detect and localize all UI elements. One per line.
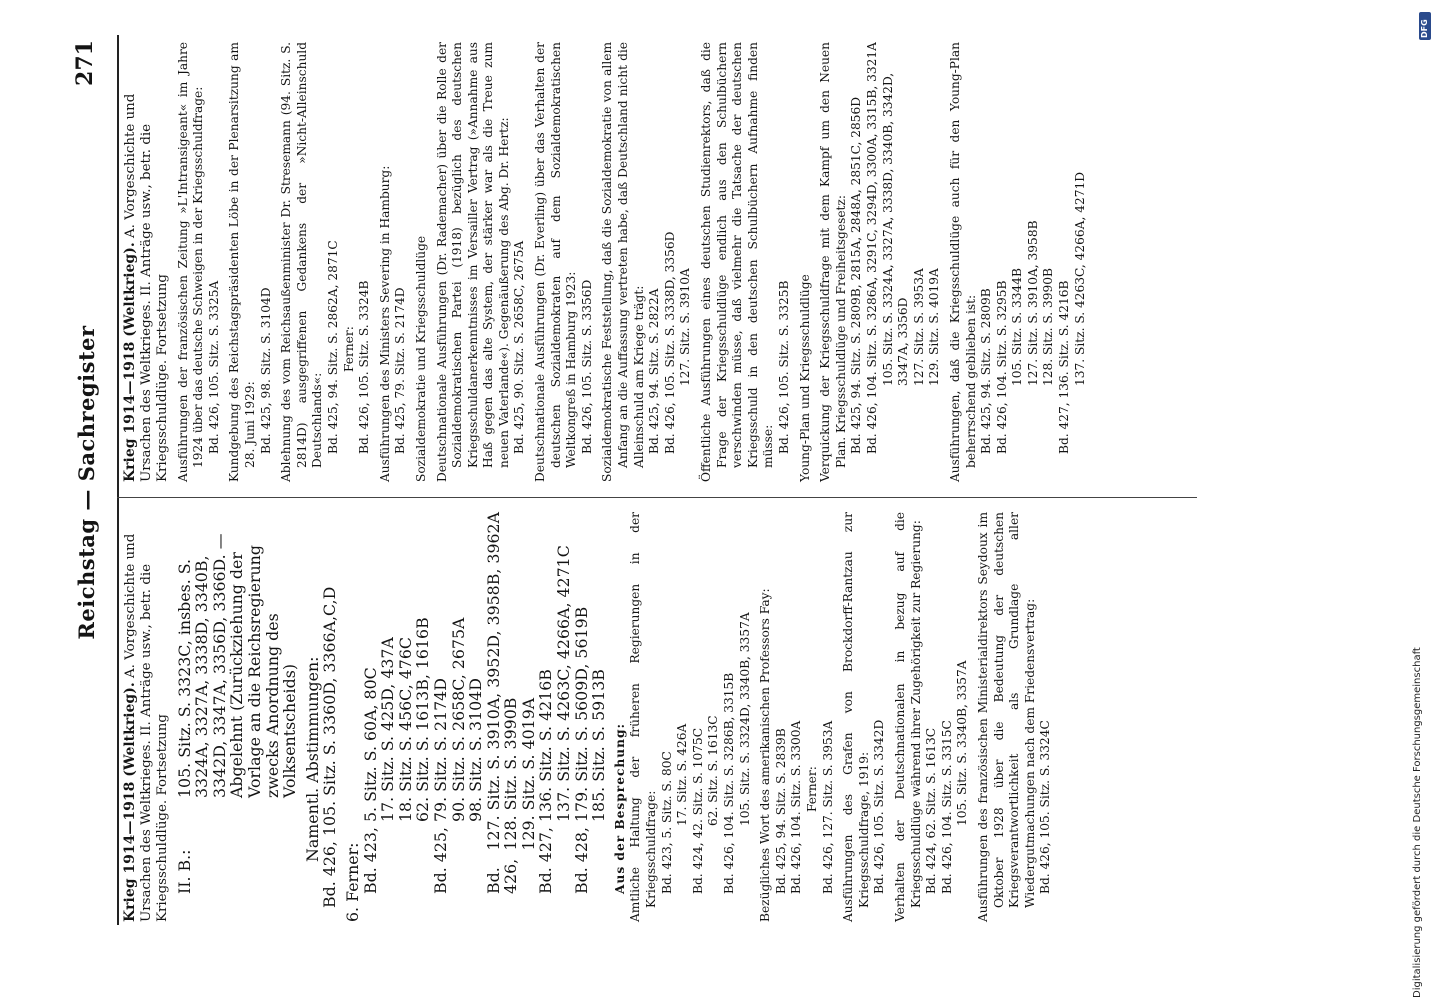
entry-ref: Bd. 425, 79. Sitz. S. 2174D [393,287,408,454]
ferner-group [362,512,432,922]
ferner-ref: 127. Sitz. S. 3910A, 3952D, 3958B, 3962A [483,512,503,851]
right-heading-bold: Krieg 1914—1918 (Weltkrieg). [122,242,138,482]
entry-title: Ausführungen, daß die Kriegsschuldlüge auch für den Young-Plan beherrschend geblieben ist: [947,42,978,482]
entry-ref: Bd. 426, 105. Sitz. S. 3356D [579,279,594,454]
entry-title: Verhalten der Deutschnationalen in bezug auf die Kriegsschuldlüge während ihrer Zugehörigkeit zur Regierung: [892,512,923,922]
right-column [122,42,1093,482]
index-entry [818,42,948,482]
left-column [122,512,1059,922]
ferner-list [362,512,608,922]
index-entry [176,42,228,482]
namentl-label: Namentl. Abstimmungen: [302,656,322,862]
entry-ref: Bd. 424, 42. Sitz. S. 1075C [690,727,705,894]
ferner-volume: Bd. 425, [430,827,450,894]
entry-ref: 127. Sitz. S. 3953A [911,268,926,386]
ferner-group [537,512,572,922]
entry-title: Kundgebung des Reichstagspräsidenten Löbe in der Plenarsitzung am 28. Juni 1929: [227,42,257,482]
ferner-ref: 128. Sitz. S. 3990B [501,697,521,851]
entry-title: Ablehnung des vom Reichsaußenminister Dr. Stresemann (94. Sitz. S. 2814D) ausgegriffenen Gedankens der »Nicht-Alleinschuld Deutschlands«: [279,42,325,482]
ferner-ref: 79. Sitz. S. 2174D [430,678,450,822]
entry-ref: 127. Sitz. S. 3910A [678,268,693,386]
index-entry [628,512,758,922]
index-entry [699,42,798,482]
entry-ref: 137. Sitz. S. 4263C, 4266A, 4271D [1072,172,1087,386]
entry-ref: 105. Sitz. S. 3324A, 3327A, 3338D, 3340B, 3342D, 3347A, 3356D [880,72,911,386]
index-entry [893,512,976,922]
ferner-ref: 179. Sitz. S. 5609D, 5619B [571,606,591,822]
entry-ref: 105. Sitz. S. 3340B, 3357A [955,660,970,826]
page-header [72,40,112,925]
ferner-ref: 90. Sitz. S. 2658C, 2675A [448,617,468,822]
entry-ref: Bd. 426, 104. Sitz. S. 3295B [994,280,1009,454]
entry-ref: 62. Sitz. S. 1613C [706,715,721,826]
index-entry [758,512,841,922]
index-entry [533,42,600,482]
credit-line: Digitalisierung gefördert durch die Deutsche Forschungsgemeinschaft [1412,647,1423,998]
entry-ref: Bd. 427, 136. Sitz. S. 4216B [1057,280,1072,454]
ferner-volume: Bd. 423, [360,827,380,894]
index-entry [841,512,893,922]
entry-title: Amtliche Haltung der früheren Regierungen in der Kriegsschuldfrage: [628,512,659,922]
ferner-ref: 98. Sitz. S. 3104D [466,678,486,822]
entry-title: Öffentliche Ausführungen eines deutschen Studienrektors, daß die Frage der Kriegsschuldlüge endlich aus den Schulbüchern verschwinden müsse, daß vielmehr die Tatsache der deutschen Kriegsschuld in den deutschen Schulbüchern Aufnahme finden müsse: [699,42,776,482]
entry-ref: Bd. 426, 104. Sitz. S. 3300A [789,720,804,894]
aus-label: Aus der Besprechung: [612,723,627,894]
ferner-label: 6. Ferner: [342,842,362,922]
entry-title: Bezügliches Wort des amerikanischen Professors Fay: [758,588,773,922]
left-heading [122,512,172,922]
ferner-volume: Bd. 426, [483,858,521,894]
entry-ref: 128. Sitz. S. 3990B [1041,268,1056,386]
page-number: 271 [72,40,98,86]
index-entry [948,42,1093,482]
entry-title: Ausführungen des französischen Ministerialdirektors Seydoux im Oktober 1928 über die Bedeutung der deutschen Kriegsverantwortlichkeit als Grundlage aller Wiedergutmachungen nach dem Friedensvertrag: [975,512,1037,922]
entry-ref: Bd. 426, 105. Sitz. S. 3342D [872,719,887,894]
running-title: Reichstag — Sachregister [74,325,99,640]
entry-ref: Bd. 424, 62. Sitz. S. 1613C [924,727,939,894]
ferner-refs [573,512,608,822]
entry-ref: Bd. 425, 94. Sitz. S. 2809B, 2815A, 2848A, 2851C, 2856D [849,96,864,454]
entry-ref: Bd. 425, 94. Sitz. S. 2809B [979,288,994,454]
iib-block [176,512,299,922]
ferner-ref: 5. Sitz. S. 60A, 80C [360,667,380,822]
ferner-ref: 136. Sitz. S. 4216B [536,669,556,822]
right-heading [122,42,172,482]
entry-ref: Bd. 426, 104. Sitz. S. 3286A, 3291C, 3294D, 3300A, 3315B, 3321A [864,42,879,454]
entry-ref: Ferner: [341,326,356,372]
entry-ref: Bd. 426, 105. Sitz. S. 3325A [206,280,221,454]
ferner-refs [485,512,538,851]
iib-label: II. B.: [174,849,194,894]
ferner-volume: Bd. 427, [536,827,556,894]
entry-ref: Ferner: [804,766,819,812]
entry-ref: Bd. 426, 105. Sitz. S. 3324B [357,280,372,454]
index-entry [600,42,699,482]
ferner-ref: 137. Sitz. S. 4263C, 4266A, 4271C [554,545,574,822]
entry-ref: Bd. 426, 105. Sitz. S. 3324C [1038,720,1053,894]
entry-title: Sozialdemokratische Feststellung, daß die Sozialdemokratie von allem Anfang an die Auffassung vertreten habe, daß Deutschland nicht die Alleinschuld am Kriege trägt: [600,42,646,482]
left-entries [628,512,1058,922]
ferner-ref: 17. Sitz. S. 425D, 437A [378,637,398,822]
ferner-group [485,512,538,922]
ferner-ref: 18. Sitz. S. 456C, 476C [395,637,415,822]
namentl-ref: Bd. 426, 105. Sitz. S. 3360D, 3366A,C,D [320,586,340,908]
ferner-group [432,512,485,922]
index-entry [414,42,435,482]
index-entry [378,42,414,482]
column-divider [117,497,1197,498]
entry-ref: Bd. 425, 94. Sitz. S. 2822A [647,288,662,454]
entry-ref: Bd. 426, 105. Sitz. S. 3325B [776,280,791,454]
index-entry [279,42,378,482]
iib-ref: 105. Sitz. S. 3323C, insbes. S. 3324A, 3327A, 3338D, 3340B, 3342D, 3347A, 3356D, 3366D. — Abgelehnt (Zurückziehung der Vorlage an die Reichsregierung zwecks Anordnung des Volksentscheids) [174,533,300,798]
dfg-logo [1419,12,1431,40]
dfg-logo-text: DFG [1420,19,1429,38]
entry-ref: 105. Sitz. S. 3324D, 3340B, 3357A [737,612,752,826]
entry-spacer [1054,512,1059,922]
entry-title: Ausführungen des Grafen von Brockdorff-Rantzau zur Kriegsschuldfrage, 1919: [841,512,871,922]
entry-ref: 105. Sitz. S. 3344B [1010,268,1025,386]
ferner-ref: 62. Sitz. S. 1613B, 1616B [413,617,433,822]
entry-ref: 129. Sitz. S. 4019A [927,268,942,386]
ferner-group [573,512,608,922]
index-entry [435,42,534,482]
entry-title: Ausführungen des Ministers Severing in Hamburg: [377,165,392,482]
right-heading-rest: A. Vorgeschichte und Ursachen des Weltkrieges. II. Anträge usw., betr. die Kriegsschuldlüge. Fortsetzung [123,93,171,482]
entry-ref: Bd. 426, 105. Sitz. S. 3338D, 3356D [662,231,677,454]
entry-ref: Bd. 426, 104. Sitz. S. 3286B, 3315B [722,672,737,894]
ferner-volume: Bd. 428, [571,827,591,894]
entry-title: Deutschnationale Ausführungen (Dr. Everling) über das Verhalten der deutschen Sozialdemokraten auf dem Sozialdemokratischen Weltkongreß in Hamburg 1923: [533,42,579,482]
header-rule [117,35,119,925]
entry-ref: Bd. 425, 90. Sitz. S. 2658C, 2675A [512,240,527,454]
entry-title: Ausführungen der französischen Zeitung »L'Intransigeant« im Jahre 1924 über das deutsche Schweigen in der Kriegsschuldfrage: [175,42,206,482]
entry-title: Young-Plan und Kriegsschuldlüge [797,274,812,482]
left-heading-rest: A. Vorgeschichte und Ursachen des Weltkrieges. II. Anträge usw., betr. die Kriegsschuldlüge. Fortsetzung [123,533,171,922]
ferner-refs [362,512,432,822]
entry-ref: Bd. 426, 104. Sitz. S. 3315C [939,720,954,894]
index-entry [227,42,279,482]
entry-spacer [1088,42,1093,482]
entry-ref: Bd. 425, 94. Sitz. S. 2839B [773,728,788,894]
entry-ref: 17. Sitz. S. 426A [675,723,690,826]
entry-title: Sozialdemokratie und Kriegsschuldlüge [413,235,428,482]
right-entries [176,42,1094,482]
left-heading-bold: Krieg 1914—1918 (Weltkrieg). [122,682,138,922]
entry-ref: Bd. 425, 94. Sitz. S. 2862A, 2871C [325,240,340,454]
entry-ref: Bd. 423, 5. Sitz. S. 80C [659,751,674,894]
index-entry [976,512,1059,922]
entry-ref: Bd. 425, 98. Sitz. S. 3104D [258,287,273,454]
ferner-refs [537,512,572,822]
entry-title: Verquickung der Kriegsschuldfrage mit dem Kampf um den Neuen Plan. Kriegsschuldlüge und Freiheitsgesetz: [818,42,848,482]
ferner-refs [432,512,485,822]
entry-ref: 127. Sitz. S. 3910A, 3958B [1025,220,1040,386]
entry-ref: Bd. 426, 127. Sitz. S. 3953A [820,720,835,894]
index-entry [798,42,819,482]
ferner-ref: 129. Sitz. S. 4019A [518,697,538,851]
ferner-ref: 185. Sitz. S. 5913B [589,669,609,822]
entry-title: Deutschnationale Ausführungen (Dr. Rademacher) über die Rolle der Sozialdemokratischen Partei (1918) bezüglich des deutschen Kriegsschuldanerkenntnisses im Versailler Vertrag (»Annahme aus Haß gegen das alte System, der stärker war als die Treue zum neuen Vaterlande«). Gegenäußerung des Abg. Dr. Hertz: [434,42,511,482]
